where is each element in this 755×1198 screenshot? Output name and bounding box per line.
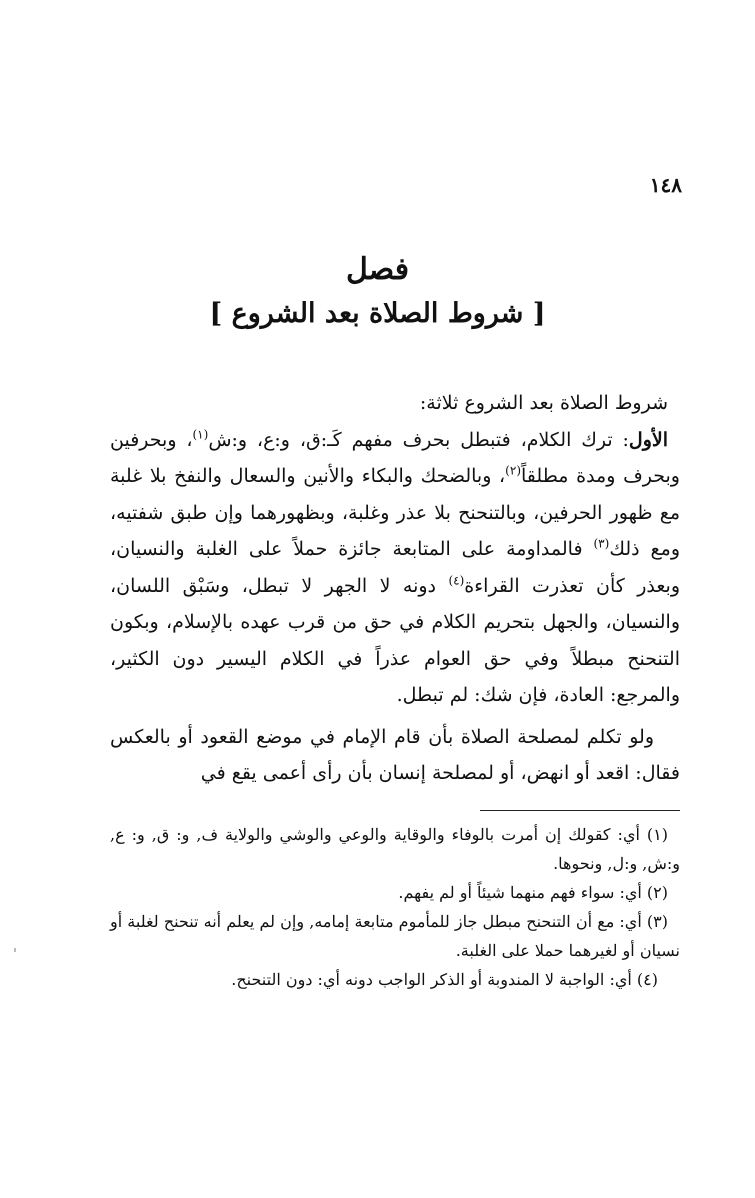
first-condition-lead: الأول: [628, 428, 669, 451]
page-number: ١٤٨: [649, 173, 682, 197]
footnote-marker-3: (٣): [593, 536, 610, 551]
text-segment: دونه لا الجهر لا تبطل، وسَبْق اللسان، والنسيان، والجهل بتحريم الكلام في حق من قرب عهده بالإسلام، وبكون التنحنح مبطلاً وفي حق العوام عذراً في الكلام اليسير دون الكثير، والمرجع: العادة، فإن شك: لم تبطل.: [110, 574, 680, 706]
footnote-2: (٢) أي: سواء فهم منهما شيئاً أو لم يفهم.: [398, 883, 668, 902]
footnote-marker-2: (٢): [505, 463, 521, 478]
footnote-divider: [480, 810, 680, 811]
footnotes: [110, 820, 680, 994]
first-condition-paragraph: [110, 422, 680, 714]
footnote-1: (١) أي: كقولك إن أمرت بالوفاء والوقاية والوعي والوشي والولاية ف, و: ق, و: ع, و:ش, و:ل, ونحوها.: [110, 825, 680, 873]
intro-paragraph: شروط الصلاة بعد الشروع ثلاثة:: [419, 392, 668, 414]
text-segment: فالمداومة على المتابعة جائزة حملاً على الغلبة والنسيان، وبعذر كأن تعذرت القراءة: [110, 538, 680, 597]
section-title: [ شروط الصلاة بعد الشروع ]: [209, 298, 546, 329]
text-segment: ، وبالضحك والبكاء والأنين والسعال والنفخ بلا غلبة مع ظهور الحرفين، وبالتنحنح بلا عذر وغلبة، وبظهورهما وإن طبق شفتيه، ومع ذلك: [110, 465, 680, 560]
margin-mark: [14, 948, 16, 952]
text-segment: ، وبحرفين وبحرف ومدة مطلقاً: [110, 428, 680, 487]
footnote-marker-4: (٤): [448, 573, 465, 588]
footnote-3: (٣) أي: مع أن التنحنح مبطل جاز للمأموم متابعة إمامه, وإن لم يعلم أنه تنحنح لغلبة أو نسيان أو لغيرهما حملا على الغلبة.: [110, 912, 680, 960]
second-paragraph: ولو تكلم لمصلحة الصلاة بأن قام الإمام في موضع القعود أو بالعكس فقال: اقعد أو انهض، أو لمصلحة إنسان بأن رأى أعمى يقع في: [110, 725, 680, 784]
footnote-4: (٤) أي: الواجبة لا المندوبة أو الذكر الواجب دونه أي: دون التنحنح.: [231, 970, 658, 989]
footnote-marker-1: (١): [192, 427, 209, 442]
chapter-title: فصل: [345, 252, 410, 287]
text-segment: : ترك الكلام، فتبطل بحرف مفهم كَـ:ق، و:ع، و:ش: [208, 428, 629, 451]
main-text: [110, 385, 680, 792]
